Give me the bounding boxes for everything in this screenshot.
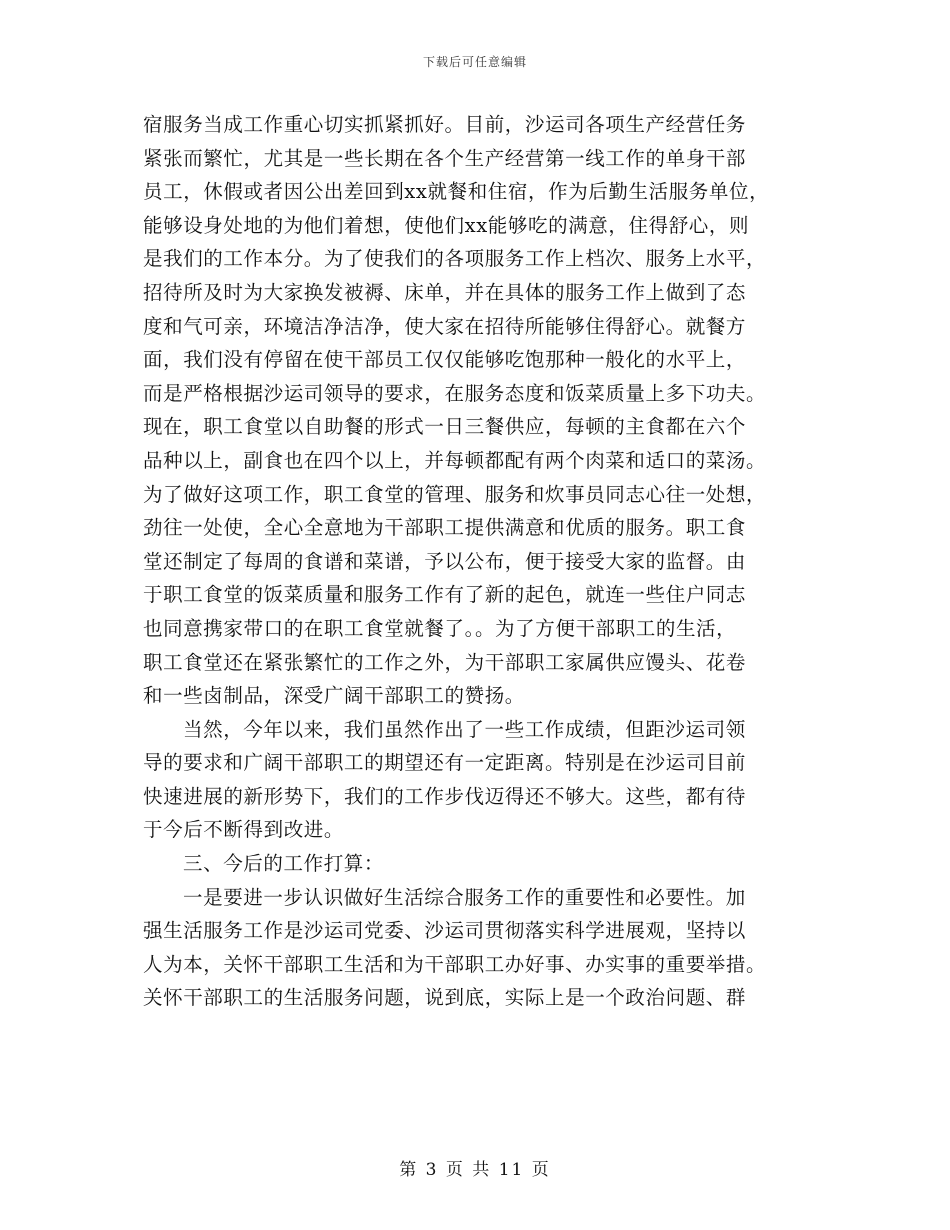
body-line: 导的要求和广阔干部职工的期望还有一定距离。特别是在沙运司目前 bbox=[143, 751, 747, 775]
body-line: 招待所及时为大家换发被褥、床单，并在具体的服务工作上做到了态 bbox=[143, 280, 747, 304]
body-line: 宿服务当成工作重心切实抓紧抓好。目前，沙运司各项生产经营任务 bbox=[143, 113, 747, 136]
body-line: 面，我们没有停留在使干部员工仅仅能够吃饱那种一般化的水平上， bbox=[143, 348, 747, 372]
section-heading: 三、今后的工作打算： bbox=[183, 852, 385, 876]
page-header: 下载后可任意编辑 bbox=[422, 55, 527, 69]
body-line: 和一些卤制品，深受广阔干部职工的赞扬。 bbox=[143, 684, 525, 708]
body-line: 而是严格根据沙运司领导的要求，在服务态度和饭菜质量上多下功夫。 bbox=[143, 381, 767, 405]
paragraph-start-line: 一是要进一步认识做好生活综合服务工作的重要性和必要性。加 bbox=[183, 885, 746, 909]
paragraph-start-line: 当然，今年以来，我们虽然作出了一些工作成绩，但距沙运司领 bbox=[183, 717, 746, 741]
body-line: 关怀干部职工的生活服务问题，说到底，实际上是一个政治问题、群 bbox=[143, 986, 747, 1010]
body-line: 紧张而繁忙，尤其是一些长期在各个生产经营第一线工作的单身干部 bbox=[143, 146, 747, 170]
document-body bbox=[143, 108, 813, 1015]
body-line: 人为本，关怀干部职工生活和为干部职工办好事、办实事的重要举措。 bbox=[143, 952, 767, 976]
body-line: 度和气可亲，环境洁净洁净，使大家在招待所能够住得舒心。就餐方 bbox=[143, 314, 747, 338]
body-line: 为了做好这项工作，职工食堂的管理、服务和炊事员同志心往一处想， bbox=[143, 482, 767, 506]
body-line: 强生活服务工作是沙运司党委、沙运司贯彻落实科学进展观，坚持以 bbox=[143, 919, 747, 943]
body-line: 也同意携家带口的在职工食堂就餐了。。为了方便干部职工的生活， bbox=[143, 616, 737, 640]
body-line: 于职工食堂的饭菜质量和服务工作有了新的起色，就连一些住户同志 bbox=[143, 583, 747, 607]
body-line: 于今后不断得到改进。 bbox=[143, 818, 345, 842]
body-line: 快速进展的新形势下，我们的工作步伐迈得还不够大。这些，都有待 bbox=[143, 784, 747, 808]
body-line: 员工，休假或者因公出差回到xx就餐和住宿，作为后勤生活服务单位， bbox=[143, 180, 770, 204]
page-number-footer: 第 3 页 共 11 页 bbox=[399, 1160, 551, 1180]
body-line: 劲往一处使，全心全意地为干部职工提供满意和优质的服务。职工食 bbox=[143, 516, 747, 540]
body-line: 现在，职工食堂以自助餐的形式一日三餐供应，每顿的主食都在六个 bbox=[143, 415, 747, 439]
body-line: 品种以上，副食也在四个以上，并每顿都配有两个肉菜和适口的菜汤。 bbox=[143, 448, 767, 472]
body-line: 堂还制定了每周的食谱和菜谱，予以公布，便于接受大家的监督。由 bbox=[143, 549, 747, 573]
body-line: 是我们的工作本分。为了使我们的各项服务工作上档次、服务上水平， bbox=[143, 247, 767, 271]
body-line: 能够设身处地的为他们着想，使他们xx能够吃的满意，住得舒心，则 bbox=[143, 213, 750, 237]
body-line: 职工食堂还在紧张繁忙的工作之外，为干部职工家属供应馒头、花卷 bbox=[143, 650, 747, 674]
